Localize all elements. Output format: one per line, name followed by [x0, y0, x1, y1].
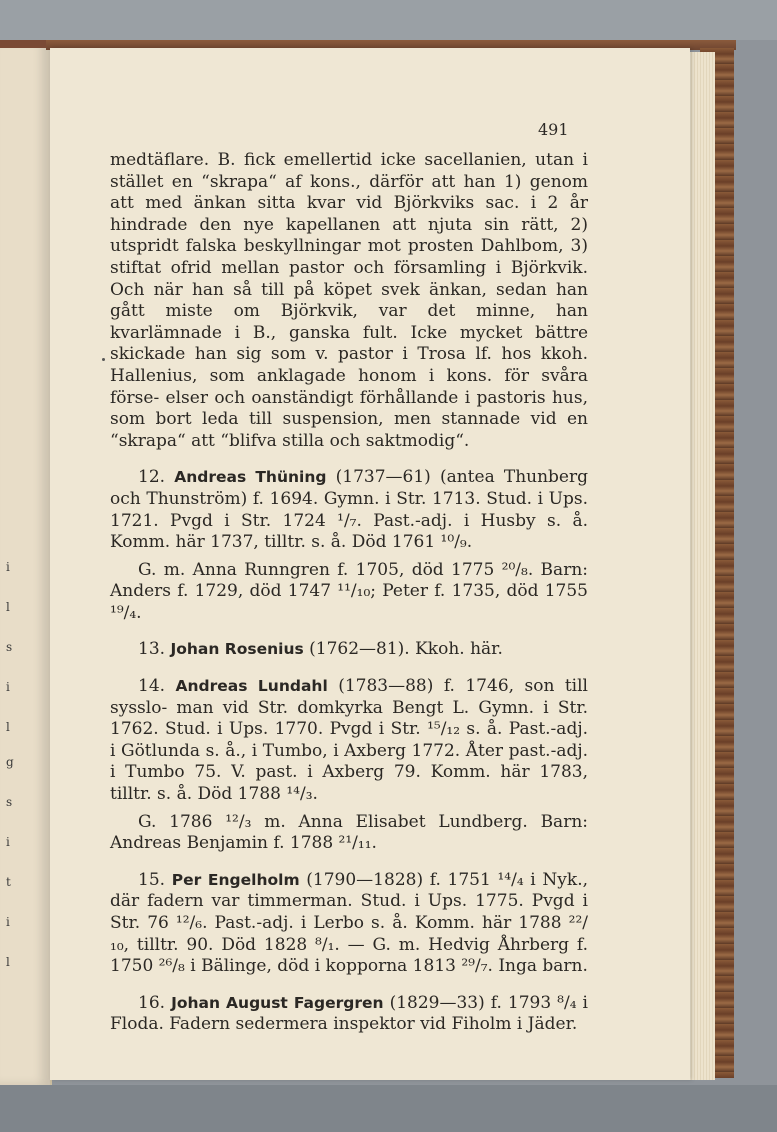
margin-fragment: l: [6, 600, 10, 614]
margin-fragment: i: [6, 835, 10, 849]
margin-fragment: i: [6, 915, 10, 929]
text-line: där fadern var timmerman. Stud. i Ups. 1775. Pvgd i: [110, 891, 588, 912]
text-line: medtäflare. B. fick emellertid icke sacellanien, utan i: [110, 150, 588, 170]
text-line: Död 1788 ¹⁴/₃.: [197, 784, 318, 805]
text-line: det minne, han kvarlämnade i B., ganska fult. Icke mycket: [110, 301, 588, 343]
page-body: [110, 150, 588, 1036]
text-line: “blifva stilla och saktmodig“.: [220, 430, 470, 451]
text-line: Benjamin f. 1788 ²¹/₁₁.: [186, 833, 377, 854]
text-line: med änkan sitta kvar vid Björkviks sac. i 2 år hindrade: [110, 193, 588, 235]
text-line: tilltr. 90. Död 1828 ⁸/₁. — G. m. Hedvig Åhrberg f. 1750: [110, 934, 588, 977]
person-name: Andreas Lundahl: [175, 677, 328, 696]
text-line: stället en “skrapa“ af kons., därför att han 1) genom att: [110, 171, 588, 214]
text-line: den nye kapellanen att njuta sin rätt, 2) utspridt falska: [110, 214, 589, 257]
text-line: ²⁶/₈ i Bälinge, död i kopporna 1813 ²⁹/₇. Inga barn.: [158, 956, 588, 977]
text-line: Anders f. 1729, död 1747 ¹¹/₁₀; Peter f. 1735, död 1755 ¹⁹/₄.: [110, 581, 588, 623]
text-line: s. å., i Tumbo, i Axberg 1772. Åter past.-adj. i Tumbo: [110, 740, 589, 783]
person-name: Per Engelholm: [171, 870, 300, 889]
text-line: köpet svek änkan, sedan han gått miste om Björkvik, var: [110, 279, 588, 322]
text-line: 75. V. past. i Axberg 79. Komm. här 1783, tilltr. s. å.: [110, 762, 588, 805]
entry-number: 15.: [138, 869, 166, 890]
entry-number: 14.: [138, 676, 166, 697]
text-line: bättre skickade han sig som v. pastor i Trosa lf. hos kkoh.: [110, 322, 589, 365]
person-name: Johan Rosenius: [170, 640, 304, 659]
backdrop: [0, 0, 777, 40]
text-line: Floda. Fadern sedermera inspektor vid Fiholm i Jäder.: [110, 1014, 578, 1035]
entry-number: 16.: [138, 992, 166, 1013]
entry-14: [110, 676, 588, 806]
paragraph-intro: [110, 150, 588, 452]
text-line: elser och oanständigt förhållande i pastoris hus, som bort: [110, 387, 588, 430]
text-line: Str. 76 ¹²/₆. Past.-adj. i Lerbo s. å. Komm. här 1788 ²²/₁₀,: [110, 913, 588, 955]
entry-14-family: [110, 812, 588, 855]
text-line: man vid Str. domkyrka Bengt L. Gymn. i Str. 1762. Stud.: [110, 697, 588, 740]
entry-number: 12.: [138, 467, 166, 488]
margin-fragment: i: [6, 560, 10, 574]
backdrop-bottom: [0, 1085, 777, 1132]
entry-number: 13.: [138, 639, 166, 660]
margin-fragment: s: [6, 640, 13, 654]
entry-13: [110, 639, 588, 661]
text-line: (1783—88) f. 1746, son till sysslo-: [110, 676, 588, 718]
person-name: Johan August Fagergren: [171, 993, 384, 1012]
page-stack-edge: [688, 52, 715, 1080]
entry-15: [110, 870, 588, 978]
text-line: Thunström) f. 1694. Gymn. i Str. 1713. Stud. i Ups. 1721.: [110, 488, 589, 531]
text-line: Pvgd i Str. 1724 ¹/₇. Past.-adj. i Husby s. å. Komm. här: [110, 510, 589, 553]
margin-fragment: l: [6, 720, 10, 734]
margin-fragment: s: [6, 795, 13, 809]
text-line: G. 1786 ¹²/₃ m. Anna Elisabet Lundberg. Barn: Andreas: [110, 811, 588, 854]
margin-fragment: i: [6, 680, 10, 694]
text-line: leda till suspension, men stannade vid en “skrapa“ att: [110, 409, 589, 451]
text-line: (1737—61) (antea Thunberg och: [110, 467, 588, 509]
text-line: Hallenius, som anklagade honom i kons. för svåra förse-: [110, 365, 588, 408]
ink-dot: [102, 358, 105, 361]
text-line: (1762—81). Kkoh. här.: [303, 639, 503, 660]
entry-12: [110, 467, 588, 553]
text-line: 1737, tilltr. s. å. Död 1761 ¹⁰/₉.: [210, 532, 473, 553]
entry-12-family: [110, 560, 588, 625]
margin-fragment: l: [6, 955, 10, 969]
text-line: beskyllningar mot prosten Dahlbom, 3) stiftat ofrid mellan: [110, 236, 589, 278]
left-cover-edge: [0, 40, 50, 48]
page-number: 491: [538, 120, 569, 139]
entry-16: [110, 993, 588, 1036]
text-line: i Ups. 1770. Pvgd i Str. ¹⁵/₁₂ s. å. Past.-adj. i Götlunda: [110, 719, 588, 761]
text-line: G. m. Anna Runngren f. 1705, död 1775 ²⁰/₈. Barn:: [138, 559, 588, 580]
text-line: (1790—1828) f. 1751 ¹⁴/₄ i Nyk.,: [299, 869, 589, 890]
text-line: pastor och församling i Björkvik. Och när han så till på: [110, 257, 589, 300]
left-margin-fragments: [2, 560, 22, 980]
margin-fragment: g: [6, 755, 14, 769]
margin-fragment: t: [6, 875, 11, 889]
text-line: (1829—33) f. 1793 ⁸/₄ i: [383, 992, 588, 1013]
person-name: Andreas Thüning: [174, 468, 327, 487]
